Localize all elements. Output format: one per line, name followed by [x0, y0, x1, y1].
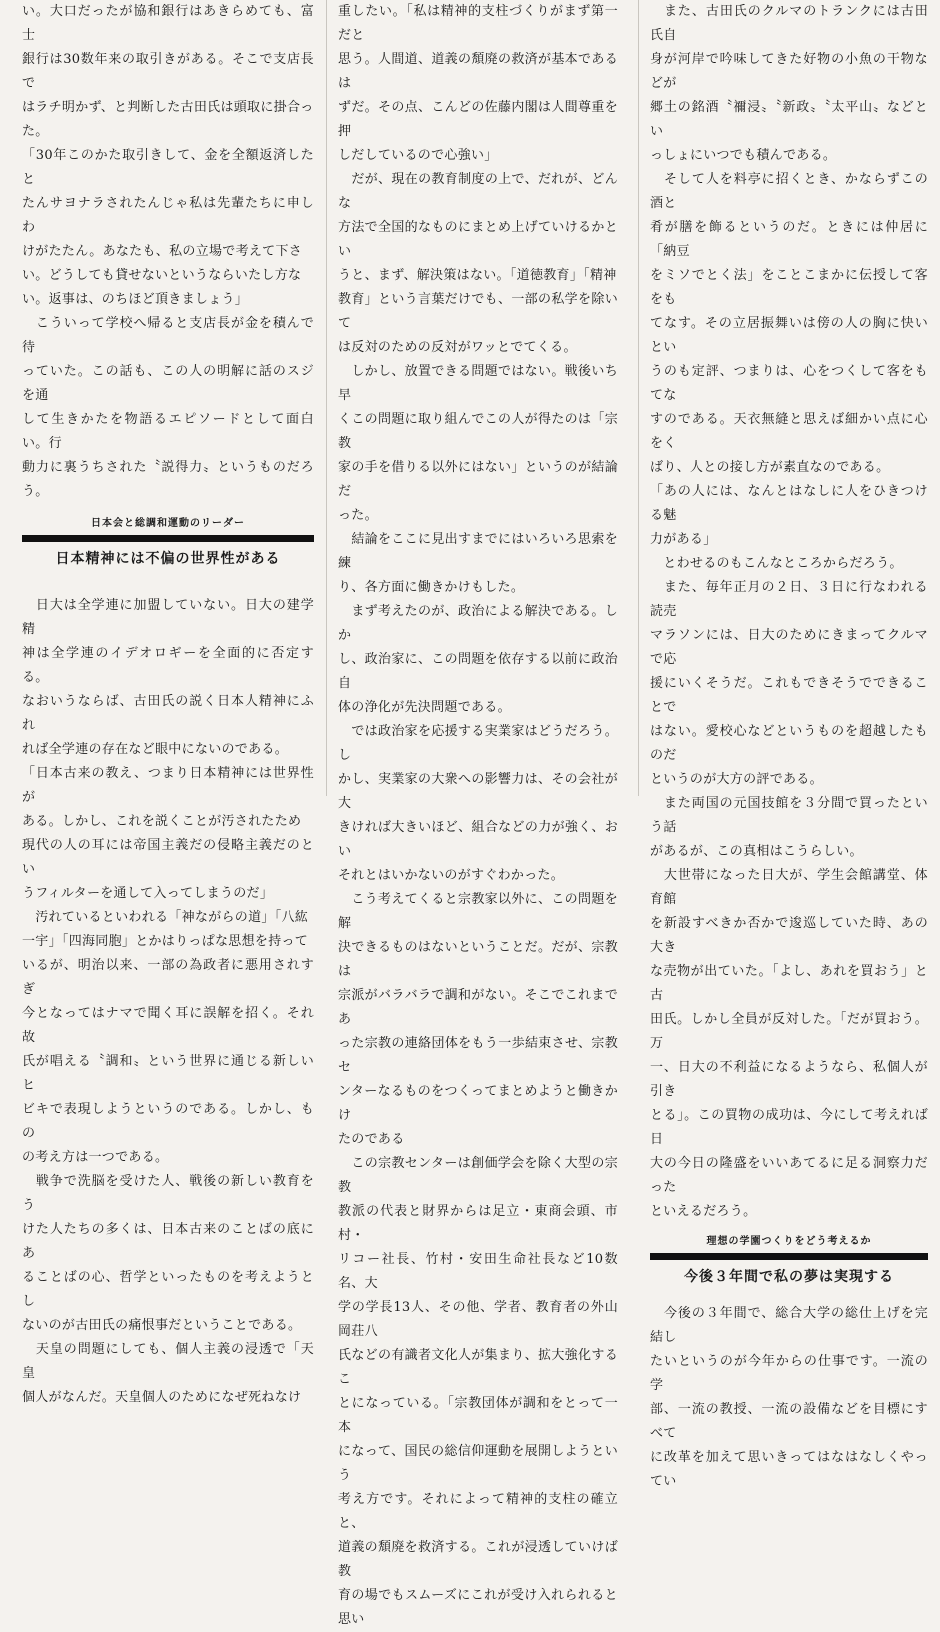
section-rule-bar	[22, 535, 314, 542]
section-title: 日本精神には不偏の世界性がある	[55, 551, 281, 567]
section-kicker: 日本会と総調和運動のリーダー	[91, 518, 245, 529]
body-paragraph: 日大は全学連に加盟していない。日大の建学精 神は全学連のイデオロギーを全面的に否定する。 なおいうならば、古田氏の説く日本人精神にふれ れば全学連の存在など眼中にないのである。 「日本古来の教え、つまり日本精神には世界性が ある。しかし、これを説くことが汚されたため 現代の人の耳には帝国主義だの侵略主義だのとい うフィルターを通して入ってしまうのだ」 汚れているといわれる「神ながらの道」「八紘 一宇」「四海同胞」とかはりっぱな思想を持って いるが、明治以来、一部の為政者に悪用されすぎ 今となってはナマで聞く耳に誤解を招く。それ故 氏が唱える〝調和〟という世界に通じる新しいヒ ビキで表現しようというのである。しかし、もの の考え方は一つである。 戦争で洗脳を受けた人、戦後の新しい教育をう けた人たちの多くは、日本古来のことばの底にあ ることばの心、哲学といったものを考えようとし ないのが古田氏の痛恨事だということである。 天皇の問題にしても、個人主義の浸透で「天皇 個人がなんだ。天皇個人のためになぜ死ねなけ	[22, 598, 314, 1405]
section-title: 今後３年間で私の夢は実現する	[684, 1269, 894, 1285]
body-paragraph: 今後の３年間で、総合大学の総仕上げを完結し たいというのが今年からの仕事です。一流の学 部、一流の教授、一流の設備などを目標にすべて に改革を加えて思いきってはなはなしくやってい	[650, 1306, 928, 1489]
article-column-1	[22, 0, 314, 1405]
body-paragraph: また、古田氏のクルマのトランクには古田氏自 身が河岸で吟味してきた好物の小魚の干物などが 郷土の銘酒〝禰浸〟〝新政〟〝太平山〟などとい っしょにいつでも積んである。 そして人を料亭に招くとき、かならずこの酒と 肴が膳を飾るというのだ。ときには仲居に「納豆 をミソでとく法」をことこまかに伝授して客をも てなす。その立居振舞いは傍の人の胸に快いとい うのも定評、つまりは、心をつくして客をもてな すのである。天衣無縫と思えば細かい点に心をく ばり、人との接し方が素直なのである。 「あの人には、なんとはなしに人をひきつける魅 力がある」 とわせるのもこんなところからだろう。 また、毎年正月の２日、３日に行なわれる読売 マラソンには、日大のためにきまってクルマで応 援にいくそうだ。これもできそうでできることで はない。愛校心などというものを超越したものだ というのが大方の評である。 また両国の元国技館を３分間で買ったという話 があるが、この真相はこうらしい。 大世帯になった日大が、学生会館講堂、体育館 を新設すべきか否かで逡巡していた時、あの大き な売物が出ていた。「よし、あれを買おう」と古 田氏。しかし全員が反対した。「だが買おう。万 一、日大の不利益になるようなら、私個人が引き とる」。この買物の成功は、今にして考えれば日 大の今日の隆盛をいいあてるに足る洞察力だった といえるだろう。	[650, 4, 928, 1219]
article-column-3	[650, 0, 928, 1489]
body-paragraph: 重したい。「私は精神的支柱づくりがまず第一だと 思う。人間道、道義の頽廃の救済が基本であるは ずだ。その点、こんどの佐藤内閣は人間尊重を押 しだしているので心強い」 だが、現在の教育制度の上で、だれが、どんな 方法で全国的なものにまとめ上げていけるかとい うと、まず、解決策はない。「道徳教育」「精神 教育」という言葉だけでも、一部の私学を除いて は反対のための反対がワッとでてくる。 しかし、放置できる問題ではない。戦後いち早 くこの問題に取り組んでこの人が得たのは「宗教 家の手を借りる以外にはない」というのが結論だ った。 結論をここに見出すまでにはいろいろ思索を練 り、各方面に働きかけもした。 まず考えたのが、政治による解決である。しか し、政治家に、この問題を依存する以前に政治自 体の浄化が先決問題である。 では政治家を応援する実業家はどうだろう。し かし、実業家の大衆への影響力は、その会社が大 きければ大きいほど、組合などの力が強く、おい それとはいかないのがすぐわかった。 こう考えてくると宗教家以外に、この問題を解 決できるものはないということだ。だが、宗教は 宗派がバラバラで調和がない。そこでこれまであ った宗教の連絡団体をもう一歩結束させ、宗教セ ンターなるものをつくってまとめようと働きかけ たのである この宗教センターは創価学会を除く大型の宗教 教派の代表と財界からは足立・東商会頭、市村・ リコー社長、竹村・安田生命社長など10数名、大 学の学長13人、その他、学者、教育者の外山岡荘八 氏などの有識者文化人が集まり、拡大強化するこ とになっている。「宗教団体が調和をとって一本 になって、国民の総信仰運動を展開しようという 考え方です。それによって精神的支柱の確立と、 道義の頽廃を救済する。これが浸透していけば教 育の場でもスムーズにこれが受け入れられると思い	[338, 4, 618, 1627]
article-column-2	[338, 0, 618, 1627]
body-paragraph: い。大口だったが協和銀行はあきらめても、富士 銀行は30数年来の取引きがある。そこで支店長で はラチ明かず、と判断した古田氏は頭取に掛合っ た。 「30年このかた取引きして、金を全額返済したと たんサヨナラされたんじゃ私は先輩たちに申しわ けがたたん。あなたも、私の立場で考えて下さ い。どうしても貸せないというならいたし方な い。返事は、のちほど頂きましょう」 こういって学校へ帰ると支店長が金を積んで待 っていた。この話も、この人の明解に話のスジを通 して生きかたを物語るエピソードとして面白い。行 動力に裏うちされた〝説得力〟というものだろう。	[22, 4, 314, 499]
section-kicker: 理想の学園つくりをどう考えるか	[706, 1236, 872, 1247]
section-heading	[650, 1232, 928, 1286]
section-heading	[22, 514, 314, 568]
column-rule	[326, 0, 327, 796]
column-rule	[638, 0, 639, 796]
section-rule-bar	[650, 1253, 928, 1260]
